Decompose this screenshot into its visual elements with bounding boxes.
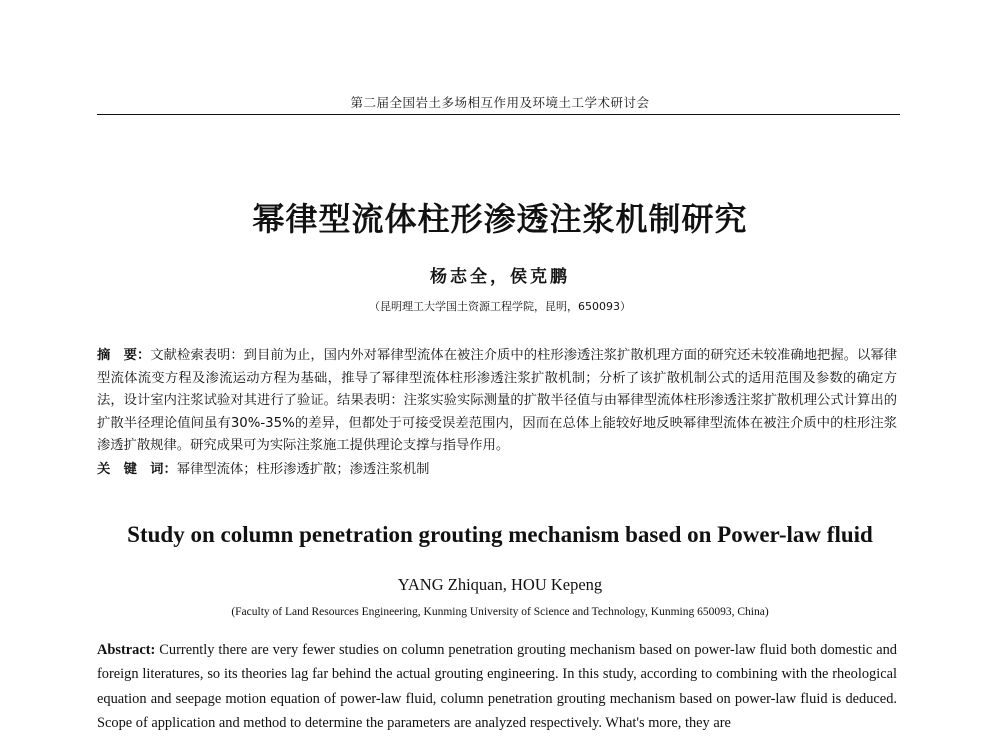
header-rule xyxy=(97,114,900,115)
chinese-affiliation: （昆明理工大学国土资源工程学院，昆明，650093） xyxy=(369,300,631,313)
chinese-keywords-text: 幂律型流体；柱形渗透扩散；渗透注浆机制 xyxy=(176,462,430,477)
chinese-abstract-text: 文献检索表明：到目前为止，国内外对幂律型流体在被注介质中的柱形渗透注浆扩散机理方面的研究还未较准确地把握。以幂律型流体流变方程及渗流运动方程为基础，推导了幂律型流体柱形渗透注浆扩散机制；分析了该扩散机制公式的适用范围及参数的确定方法，设计室内注浆试验对其进行了验证。结果表明：注浆实验实际测量的扩散半径值与由幂律型流体柱形渗透注浆扩散机理公式计算出的扩散半径理论值间虽有30%-35%的差异，但都处于可接受误差范围内，因而在总体上能较好地反映幂律型流体在被注介质中的柱形注浆渗透扩散规律。研究成果可为实际注浆施工提供理论支撑与指导作用。 xyxy=(97,348,898,454)
running-header: 第二届全国岩土多场相互作用及环境土工学术研讨会 xyxy=(350,95,650,110)
chinese-authors: 杨志全，侯克鹏 xyxy=(430,267,570,287)
english-authors: YANG Zhiquan, HOU Kepeng xyxy=(397,575,603,594)
chinese-title: 幂律型流体柱形渗透注浆机制研究 xyxy=(252,200,748,238)
chinese-abstract xyxy=(97,345,897,458)
chinese-keywords-label: 关 键 词： xyxy=(97,462,177,477)
english-affiliation: (Faculty of Land Resources Engineering, Kunming University of Science and Technology, Kunming 650093, China) xyxy=(231,606,769,618)
english-title: Study on column penetration grouting mechanism based on Power-law fluid xyxy=(127,522,873,547)
english-abstract-text: Currently there are very fewer studies on column penetration grouting mechanism based on power-law fluid both domestic and foreign literatures, so its theories lag far behind the actual grouting engineering. In this study, according to combining with the rheological equation and seepage motion equation of power-law fluid, column penetration grouting mechanism based on power-law fluid is deduced. Scope of application and method to determine the parameters are analyzed respectively. What's more, they are xyxy=(97,642,897,732)
chinese-abstract-label: 摘 要： xyxy=(97,348,151,363)
english-abstract-label: Abstract: xyxy=(97,642,156,658)
english-abstract xyxy=(97,638,897,736)
chinese-keywords xyxy=(97,459,897,481)
